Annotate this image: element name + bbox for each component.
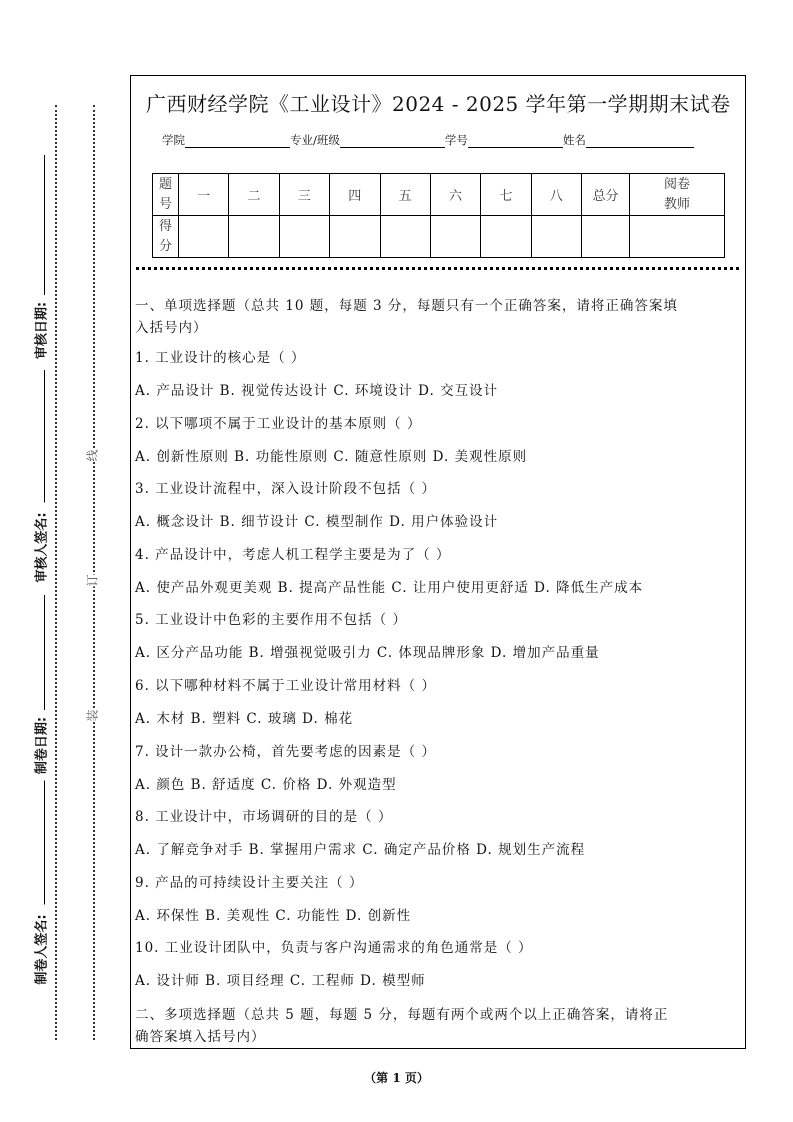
column-header: 总分 bbox=[582, 174, 630, 216]
page-title: 广西财经学院《工业设计》2024 - 2025 学年第一学期期末试卷 bbox=[146, 92, 731, 116]
score-cell[interactable] bbox=[430, 216, 480, 258]
answer-options: A. 了解竞争对手 B. 掌握用户需求 C. 确定产品价格 D. 规划生产流程 bbox=[135, 842, 586, 859]
score-cell[interactable] bbox=[330, 216, 380, 258]
answer-options: A. 颜色 B. 舒适度 C. 价格 D. 外观造型 bbox=[135, 776, 397, 793]
answer-options: A. 产品设计 B. 视觉传达设计 C. 环境设计 D. 交互设计 bbox=[135, 383, 499, 399]
score-cell[interactable] bbox=[582, 216, 630, 258]
answer-options: A. 环保性 B. 美观性 C. 功能性 D. 创新性 bbox=[135, 907, 412, 924]
score-cell[interactable] bbox=[630, 216, 725, 258]
question-text: 3. 工业设计流程中，深入设计阶段不包括（ ） bbox=[135, 481, 436, 498]
college-field[interactable] bbox=[185, 134, 290, 148]
student-id-field[interactable] bbox=[468, 134, 563, 148]
score-cell[interactable] bbox=[531, 216, 581, 258]
answer-options: A. 创新性原则 B. 功能性原则 C. 随意性原则 D. 美观性原则 bbox=[135, 448, 528, 465]
binding-mark-zhuang: 装 bbox=[85, 709, 100, 722]
student-info bbox=[162, 132, 694, 148]
page-number: （第 1 页） bbox=[364, 1071, 429, 1085]
preparer-signature-label: 制卷人签名: bbox=[31, 905, 50, 995]
prepare-date-label: 制卷日期: bbox=[31, 711, 50, 781]
major-field[interactable] bbox=[340, 134, 445, 148]
student-id-label: 学号 bbox=[444, 133, 468, 147]
column-header: 七 bbox=[481, 174, 531, 216]
major-label: 专业/班级 bbox=[290, 133, 340, 147]
review-date-label: 审核日期: bbox=[31, 296, 50, 366]
binding-mark-ding: 订 bbox=[85, 574, 100, 587]
score-table bbox=[152, 173, 725, 258]
question-text: 9. 产品的可持续设计主要关注（ ） bbox=[135, 874, 364, 891]
binding-mark-xian: 线 bbox=[85, 449, 100, 462]
score-cell[interactable] bbox=[279, 216, 329, 258]
name-field[interactable] bbox=[586, 134, 694, 148]
dotted-binding-line bbox=[93, 105, 95, 1040]
section-heading: 确答案填入括号内） bbox=[135, 1029, 266, 1045]
name-label: 姓名 bbox=[562, 133, 586, 147]
column-header: 六 bbox=[430, 174, 480, 216]
signature-line bbox=[44, 370, 45, 505]
question-text: 10. 工业设计团队中，负责与客户沟通需求的角色通常是（ ） bbox=[135, 940, 533, 957]
column-header: 四 bbox=[330, 174, 380, 216]
signature-line bbox=[44, 595, 45, 710]
reviewer-signature-label: 审核人签名: bbox=[31, 503, 50, 593]
row-label: 题号 bbox=[153, 174, 179, 216]
answer-options: A. 木材 B. 塑料 C. 玻璃 D. 棉花 bbox=[135, 711, 354, 727]
column-header: 五 bbox=[380, 174, 430, 216]
question-text: 7. 设计一款办公椅，首先要考虑的因素是（ ） bbox=[135, 743, 436, 760]
question-text: 6. 以下哪种材料不属于工业设计常用材料（ ） bbox=[135, 678, 436, 694]
section-heading: 一、单项选择题（总共 10 题，每题 3 分，每题只有一个正确答案，请将正确答案填 bbox=[135, 298, 678, 314]
question-text: 1. 工业设计的核心是（ ） bbox=[135, 350, 306, 366]
table-row bbox=[153, 216, 725, 258]
column-header: 阅卷教师 bbox=[630, 174, 725, 216]
signature-line bbox=[44, 780, 45, 905]
answer-options: A. 概念设计 B. 细节设计 C. 模型制作 D. 用户体验设计 bbox=[135, 514, 499, 531]
question-text: 4. 产品设计中，考虑人机工程学主要是为了（ ） bbox=[135, 546, 451, 563]
score-cell[interactable] bbox=[179, 216, 229, 258]
section-heading: 二、多项选择题（总共 5 题，每题 5 分，每题有两个或两个以上正确答案，请将正 bbox=[135, 1007, 669, 1023]
dotted-divider bbox=[136, 267, 739, 270]
table-row bbox=[153, 174, 725, 216]
score-cell[interactable] bbox=[481, 216, 531, 258]
score-cell[interactable] bbox=[380, 216, 430, 258]
answer-options: A. 区分产品功能 B. 增强视觉吸引力 C. 体现品牌形象 D. 增加产品重量 bbox=[135, 645, 600, 662]
column-header: 一 bbox=[179, 174, 229, 216]
dotted-cut-line bbox=[55, 105, 57, 1040]
question-text: 2. 以下哪项不属于工业设计的基本原则（ ） bbox=[135, 415, 422, 432]
column-header: 三 bbox=[279, 174, 329, 216]
answer-options: A. 设计师 B. 项目经理 C. 工程师 D. 模型师 bbox=[135, 973, 426, 990]
answer-options: A. 使产品外观更美观 B. 提高产品性能 C. 让用户使用更舒适 D. 降低生产成本 bbox=[135, 579, 644, 596]
row-label: 得分 bbox=[153, 216, 179, 258]
college-label: 学院 bbox=[162, 133, 185, 147]
question-text: 8. 工业设计中，市场调研的目的是（ ） bbox=[135, 809, 393, 826]
section-heading: 入括号内） bbox=[135, 320, 208, 336]
column-header: 八 bbox=[531, 174, 581, 216]
score-cell[interactable] bbox=[229, 216, 279, 258]
question-text: 5. 工业设计中色彩的主要作用不包括（ ） bbox=[135, 612, 407, 629]
signature-line bbox=[44, 155, 45, 295]
column-header: 二 bbox=[229, 174, 279, 216]
